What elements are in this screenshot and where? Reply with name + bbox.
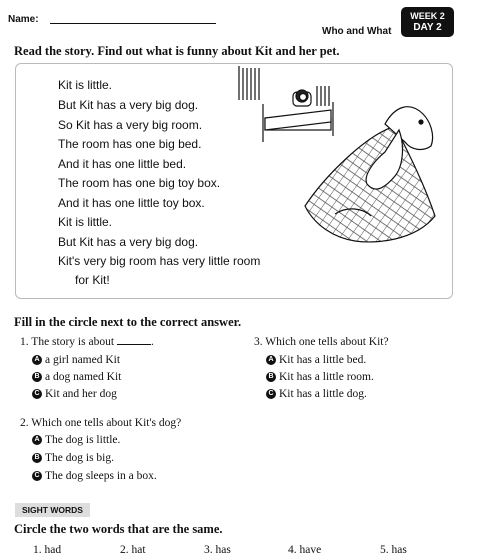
option-text: The dog is big. — [45, 452, 114, 464]
kit-and-dog-illustration — [235, 66, 445, 246]
week-day-badge — [401, 7, 454, 37]
question-1: 1. The story is about . — [20, 336, 154, 348]
answer-bubble[interactable]: C — [32, 471, 42, 481]
answer-bubble[interactable]: B — [32, 372, 42, 382]
q3-option-a[interactable] — [266, 354, 366, 366]
story-line: for Kit! — [75, 273, 110, 287]
name-line[interactable] — [50, 23, 216, 24]
answer-blank — [117, 344, 151, 345]
answer-bubble[interactable]: C — [32, 389, 42, 399]
sight-words-tag: SIGHT WORDS — [15, 503, 90, 517]
sight-words-instruction: Circle the two words that are the same. — [14, 522, 223, 536]
story-line: But Kit has a very big dog. — [58, 235, 199, 249]
option-text: a dog named Kit — [45, 371, 122, 383]
story-line: And it has one little bed. — [58, 157, 187, 171]
sight-word-1[interactable]: 1. had — [33, 544, 62, 556]
q1-option-b[interactable] — [32, 371, 121, 383]
story-line: Kit's very big room has very little room — [58, 254, 261, 268]
story-line: But Kit has a very big dog. — [58, 98, 199, 112]
day-label: DAY 2 — [413, 22, 442, 33]
q2-option-b[interactable] — [32, 452, 114, 464]
question-3: 3. Which one tells about Kit? — [254, 336, 389, 348]
option-text: Kit has a little dog. — [279, 388, 367, 400]
answer-bubble[interactable]: A — [32, 435, 42, 445]
q3-option-c[interactable] — [266, 388, 367, 400]
story-line: Kit is little. — [58, 215, 113, 229]
sight-word-3[interactable]: 3. has — [204, 544, 231, 556]
story-line: Kit is little. — [58, 78, 113, 92]
q1-option-c[interactable] — [32, 388, 117, 400]
sight-word-4[interactable]: 4. have — [288, 544, 322, 556]
name-label: Name: — [8, 14, 39, 25]
story-line: And it has one little toy box. — [58, 196, 205, 210]
answer-bubble[interactable]: B — [32, 453, 42, 463]
answer-bubble[interactable]: C — [266, 389, 276, 399]
question-text: 1. The story is about — [20, 336, 115, 348]
question-2: 2. Which one tells about Kit's dog? — [20, 417, 182, 429]
answer-bubble[interactable]: B — [266, 372, 276, 382]
week-label: WEEK 2 — [410, 11, 445, 21]
answer-bubble[interactable]: A — [266, 355, 276, 365]
q1-option-a[interactable] — [32, 354, 120, 366]
sight-word-2[interactable]: 2. hat — [120, 544, 146, 556]
answer-bubble[interactable]: A — [32, 355, 42, 365]
story-line: The room has one big bed. — [58, 137, 202, 151]
story-line: The room has one big toy box. — [58, 176, 221, 190]
fill-instruction: Fill in the circle next to the correct answer. — [14, 315, 242, 329]
section-title: Who and What — [322, 26, 392, 37]
option-text: Kit has a little bed. — [279, 354, 367, 366]
option-text: The dog is little. — [45, 434, 121, 446]
option-text: Kit has a little room. — [279, 371, 374, 383]
story-instruction: Read the story. Find out what is funny about Kit and her pet. — [14, 44, 340, 58]
q2-option-a[interactable] — [32, 434, 120, 446]
story-line: So Kit has a very big room. — [58, 118, 203, 132]
q2-option-c[interactable] — [32, 470, 157, 482]
option-text: a girl named Kit — [45, 354, 121, 366]
option-text: The dog sleeps in a box. — [45, 470, 157, 482]
q3-option-b[interactable] — [266, 371, 374, 383]
option-text: Kit and her dog — [45, 388, 117, 400]
sight-word-5[interactable]: 5. has — [380, 544, 407, 556]
small-bed — [239, 66, 333, 142]
